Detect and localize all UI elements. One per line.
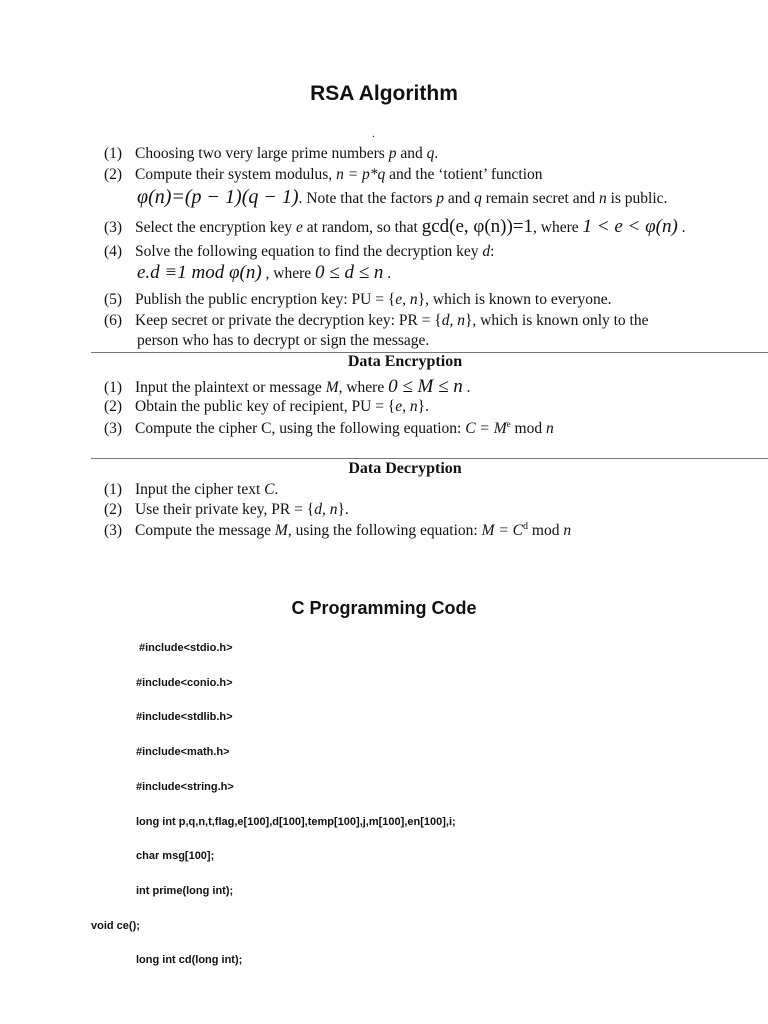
stray-mark: . bbox=[372, 126, 375, 140]
step-6-continued: person who has to decrypt or sign the message. bbox=[137, 332, 430, 349]
decryption-step-2: (2) Use their private key, PR = {d, n}. bbox=[104, 501, 349, 518]
decryption-heading: Data Decryption bbox=[348, 460, 462, 477]
code-section-title: C Programming Code bbox=[291, 598, 477, 618]
step-number: (2) bbox=[104, 166, 123, 183]
code-line: #include<conio.h> bbox=[136, 677, 233, 689]
step-2-continued: φ(n)=(p − 1)(q − 1). Note that the factors p and q remain secret and n is public. bbox=[137, 186, 668, 208]
divider bbox=[91, 458, 768, 459]
encryption-step-2: (2) Obtain the public key of recipient, PU = {e, n}. bbox=[104, 398, 429, 415]
step-2: (2) Compute their system modulus, n = p*q and the ‘totient’ function bbox=[104, 166, 543, 183]
step-number: (4) bbox=[104, 243, 123, 260]
code-line: long int cd(long int); bbox=[136, 954, 243, 966]
step-3: (3) Select the encryption key e at random, so that gcd(e, φ(n))=1, where 1 < e < φ(n) . bbox=[104, 216, 686, 237]
code-line: #include<math.h> bbox=[136, 746, 230, 758]
code-line: long int p,q,n,t,flag,e[100],d[100],temp[100],j,m[100],en[100],i; bbox=[136, 816, 456, 828]
step-number: (2) bbox=[104, 501, 123, 518]
step-4-continued: e.d ≡1 mod φ(n) , where 0 ≤ d ≤ n . bbox=[137, 262, 392, 283]
page-title: RSA Algorithm bbox=[310, 82, 458, 105]
encryption-step-3: (3) Compute the cipher C, using the following equation: $C = M^e$ mod n bbox=[104, 419, 554, 438]
step-4: (4) Solve the following equation to find the decryption key d: bbox=[104, 243, 495, 260]
step-number: (3) bbox=[104, 219, 123, 236]
cipher-formula: C = M bbox=[465, 420, 507, 438]
decryption-key-equation: e.d ≡1 mod φ(n) bbox=[137, 262, 262, 283]
decryption-step-3: (3) Compute the message M, using the following equation: $M = C^d$ mod n bbox=[104, 521, 572, 540]
step-5: (5) Publish the public encryption key: PU = {e, n}, which is known to everyone. bbox=[104, 291, 612, 308]
message-formula: M = C bbox=[481, 522, 524, 540]
step-number: (5) bbox=[104, 291, 123, 308]
modulus-formula: n = p*q bbox=[336, 166, 386, 183]
step-6: (6) Keep secret or private the decryption key: PR = {d, n}, which is known only to the bbox=[104, 312, 649, 329]
totient-formula: φ(n)=(p − 1)(q − 1) bbox=[137, 186, 299, 208]
code-line: #include<stdio.h> bbox=[139, 642, 233, 654]
step-1: (1) Choosing two very large prime numbers p and q. bbox=[104, 145, 439, 162]
code-line: char msg[100]; bbox=[136, 850, 215, 862]
step-number: (1) bbox=[104, 481, 123, 498]
code-line: int prime(long int); bbox=[136, 885, 234, 897]
decryption-step-1: (1) Input the cipher text C. bbox=[104, 481, 279, 498]
step-number: (3) bbox=[104, 420, 123, 438]
step-number: (6) bbox=[104, 312, 123, 329]
encryption-heading: Data Encryption bbox=[347, 353, 463, 370]
step-number: (3) bbox=[104, 522, 123, 540]
step-number: (1) bbox=[104, 379, 123, 396]
step-number: (2) bbox=[104, 398, 123, 415]
encryption-step-1: (1) Input the plaintext or message M, where 0 ≤ M ≤ n . bbox=[104, 376, 471, 397]
step-number: (1) bbox=[104, 145, 123, 162]
code-line: #include<stdlib.h> bbox=[136, 711, 233, 723]
gcd-condition: gcd(e, φ(n))=1 bbox=[421, 216, 534, 237]
code-line: #include<string.h> bbox=[136, 781, 234, 793]
code-line: void ce(); bbox=[91, 920, 140, 932]
range-condition: 1 < e < φ(n) bbox=[582, 216, 678, 237]
